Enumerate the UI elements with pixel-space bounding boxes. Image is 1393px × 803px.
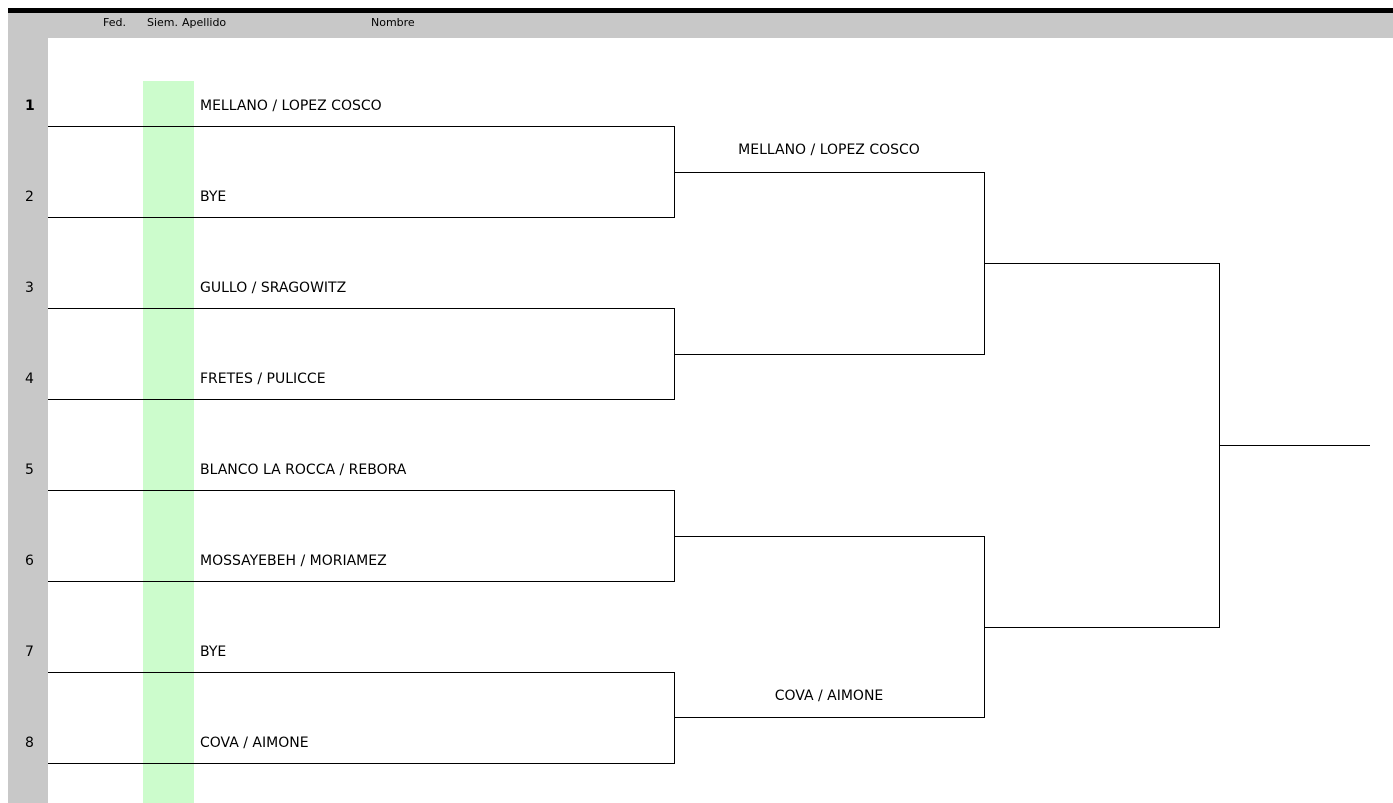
slot-number-5: 5 <box>25 462 34 478</box>
slot-number-8: 8 <box>25 735 34 751</box>
header-seed: Siem. <box>147 16 179 29</box>
slot-line-3 <box>48 308 674 309</box>
slot-line-7 <box>48 672 674 673</box>
slot-number-7: 7 <box>25 644 34 660</box>
slot-line-1 <box>48 126 674 127</box>
slot-name-8: COVA / AIMONE <box>200 735 309 751</box>
slot-line-8 <box>48 763 674 764</box>
slot-number-3: 3 <box>25 280 34 296</box>
r1-connector-4 <box>674 672 675 764</box>
sf-line-1 <box>984 263 1219 264</box>
slot-number-4: 4 <box>25 371 34 387</box>
slot-line-5 <box>48 490 674 491</box>
sf-line-2 <box>984 627 1219 628</box>
slot-name-4: FRETES / PULICCE <box>200 371 326 387</box>
slot-number-1: 1 <box>25 98 35 114</box>
header-bar <box>48 13 1393 38</box>
left-margin <box>8 13 48 803</box>
final-line <box>1219 445 1370 446</box>
r2-line-4 <box>674 717 984 718</box>
r2-winner-1: MELLANO / LOPEZ COSCO <box>738 142 920 158</box>
r2-line-3 <box>674 536 984 537</box>
slot-line-4 <box>48 399 674 400</box>
header-fed: Fed. <box>103 16 126 29</box>
r2-winner-4: COVA / AIMONE <box>774 688 884 704</box>
slot-name-1: MELLANO / LOPEZ COSCO <box>200 98 382 114</box>
slot-name-3: GULLO / SRAGOWITZ <box>200 280 347 296</box>
slot-name-2: BYE <box>200 189 227 205</box>
slot-number-2: 2 <box>25 189 34 205</box>
header-name: Nombre <box>371 16 415 29</box>
header-surname: Apellido <box>182 16 227 29</box>
r2-line-2 <box>674 354 984 355</box>
slot-line-2 <box>48 217 674 218</box>
r2-line-1 <box>674 172 984 173</box>
seed-column <box>143 81 194 803</box>
slot-name-7: BYE <box>200 644 227 660</box>
slot-name-5: BLANCO LA ROCCA / REBORA <box>200 462 407 478</box>
slot-line-6 <box>48 581 674 582</box>
slot-number-6: 6 <box>25 553 34 569</box>
slot-name-6: MOSSAYEBEH / MORIAMEZ <box>200 553 387 569</box>
